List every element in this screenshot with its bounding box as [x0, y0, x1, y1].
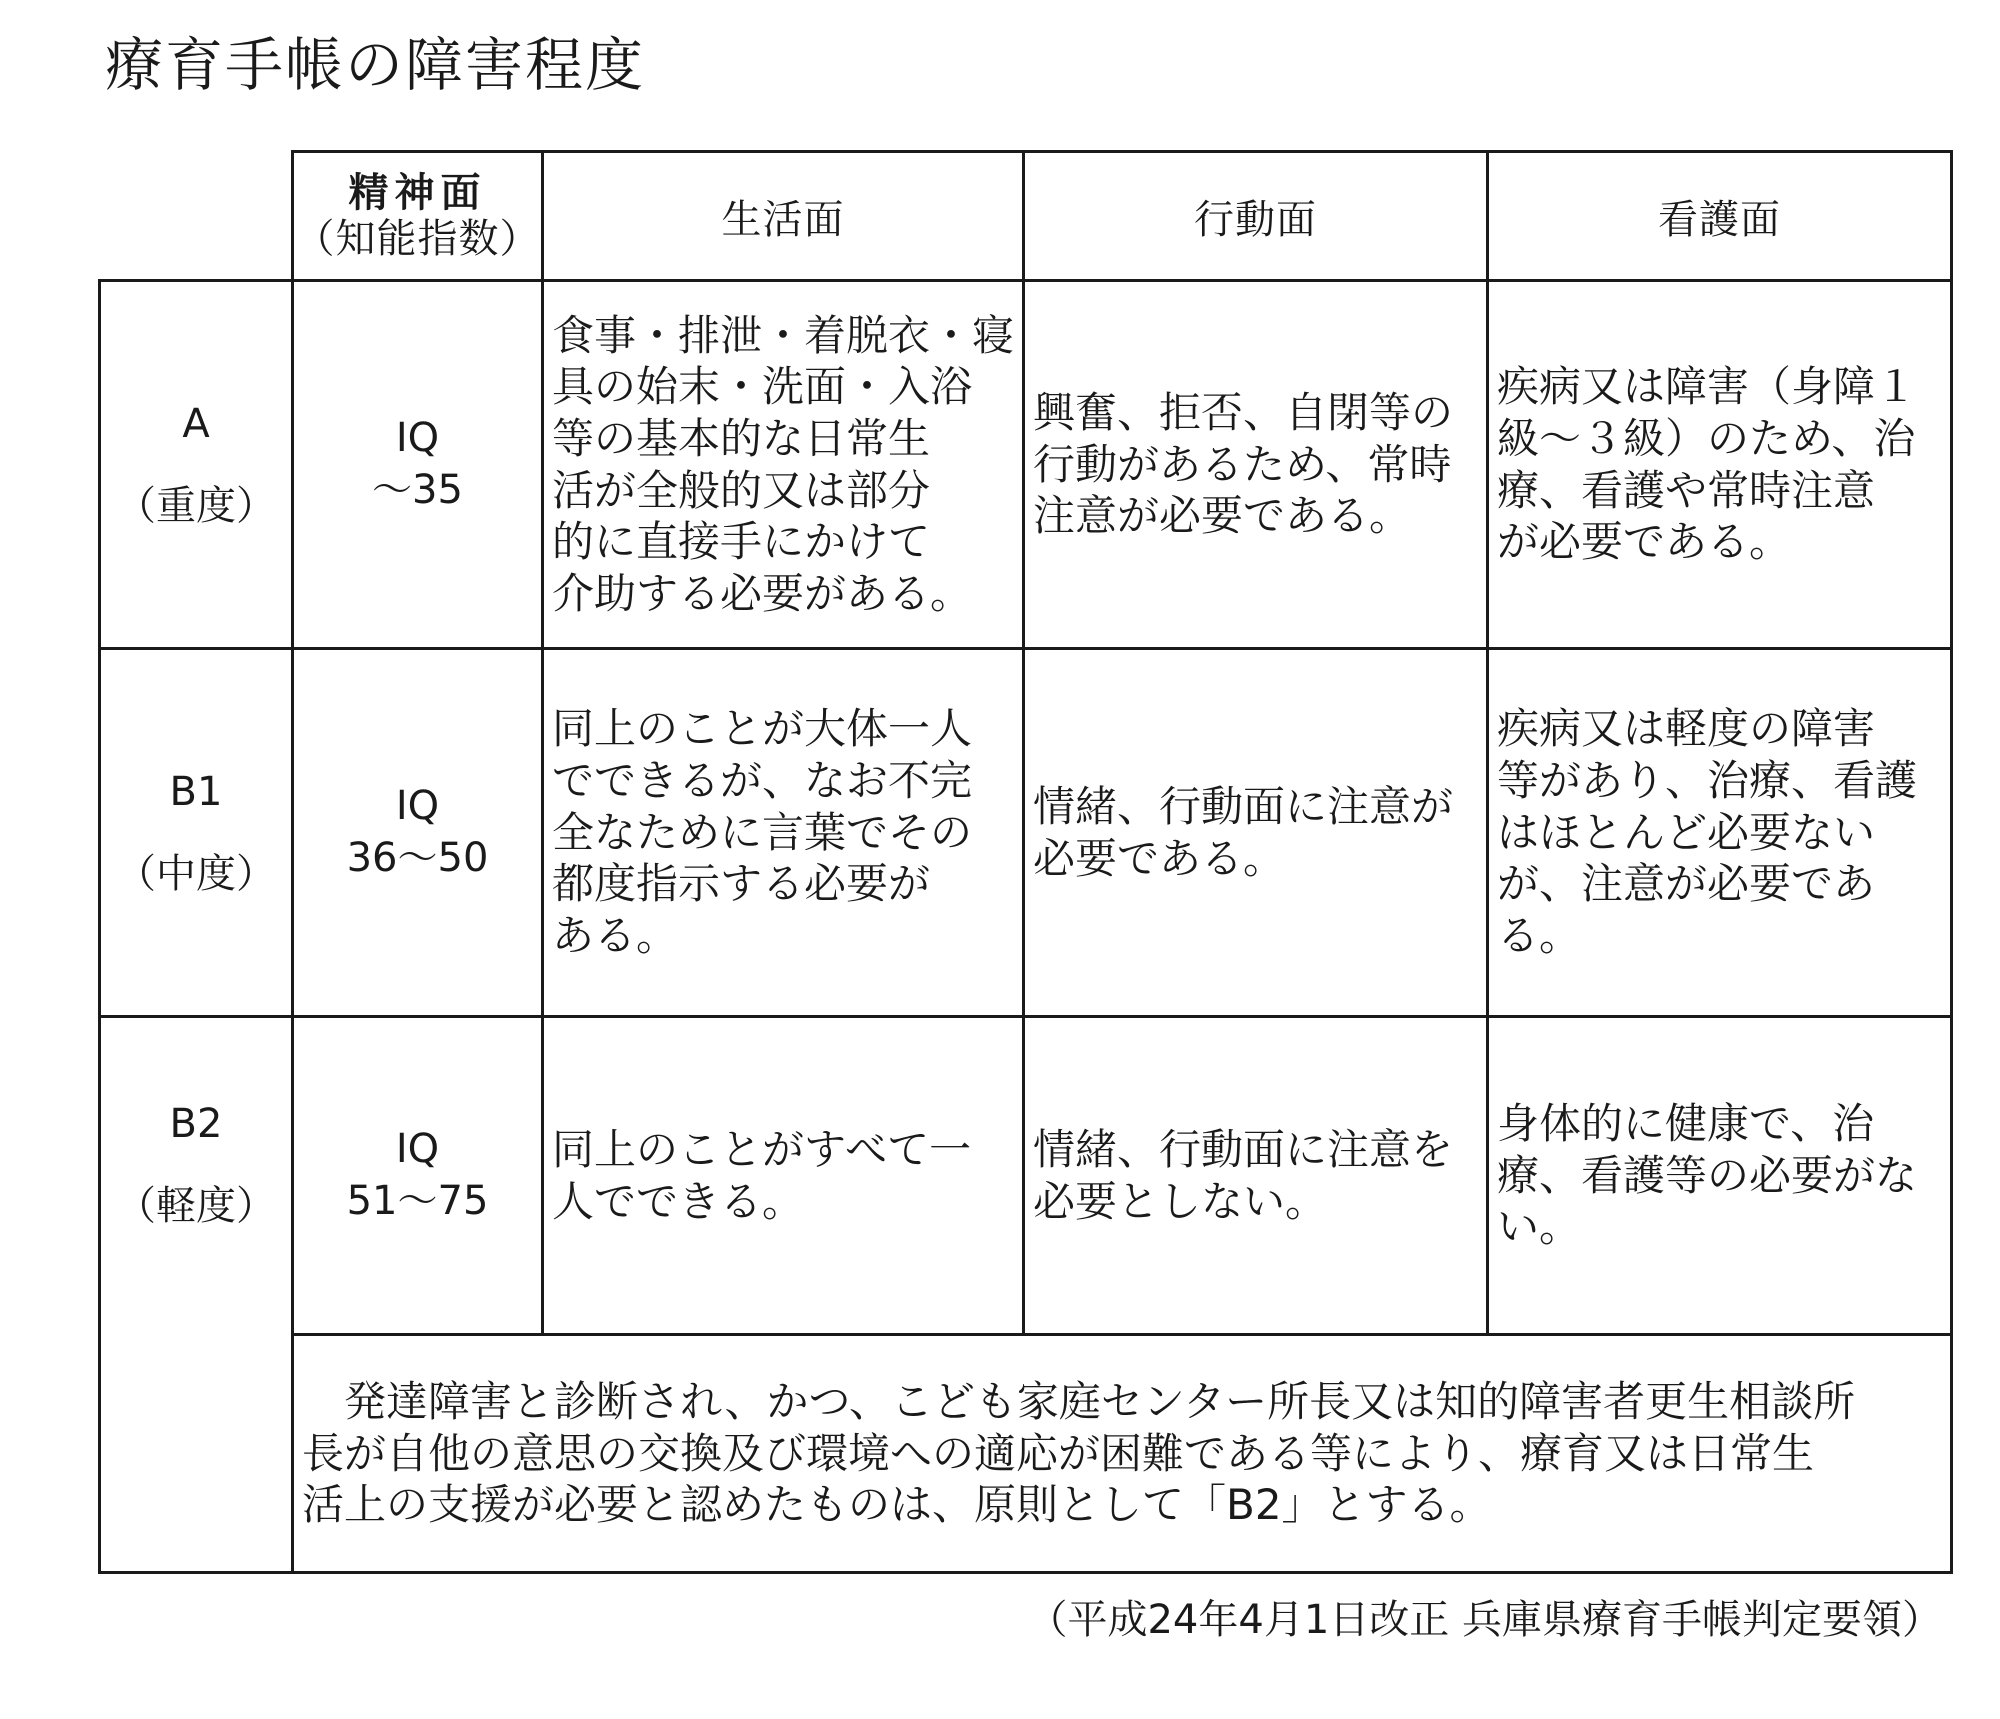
- grade-cell: [100, 281, 293, 649]
- text-line: 全なために言葉でその: [552, 807, 973, 857]
- table-row-b1: [100, 649, 1952, 1017]
- iq-label: IQ: [395, 783, 440, 830]
- table-row-note: [100, 1335, 1952, 1573]
- iq-range: 36～50: [346, 834, 489, 881]
- text-line: 具の始末・洗面・入浴: [552, 362, 973, 412]
- text-line: 介助する必要がある。: [552, 568, 973, 618]
- table-header-row: [100, 152, 1952, 281]
- text-line: 必要である。: [1033, 833, 1286, 883]
- grade-cell: [100, 1017, 293, 1573]
- text-line: 的に直接手にかけて: [552, 517, 931, 567]
- text-line: 疾病又は障害（身障１: [1497, 362, 1918, 412]
- behavior-desc: [1024, 281, 1488, 649]
- text-line: 同上のことがすべて一: [552, 1124, 972, 1174]
- severity-label: （中度）: [116, 850, 276, 897]
- life-desc: [543, 649, 1024, 1017]
- text-line: ある。: [552, 910, 679, 960]
- text-line: 療、看護や常時注意: [1497, 465, 1876, 515]
- text-line: 身体的に健康で、治: [1497, 1099, 1875, 1149]
- grade-label: B2: [169, 1101, 223, 1147]
- text-line: が必要である。: [1497, 517, 1792, 567]
- text-line: でできるが、なお不完: [552, 756, 973, 806]
- text-line: 都度指示する必要が: [552, 859, 931, 909]
- grade-cell: [100, 649, 293, 1017]
- note-line: 長が自他の意思の交換及び環境への適応が困難である等により、療育又は日常生: [302, 1428, 1815, 1478]
- grade-label: A: [182, 400, 210, 447]
- text-line: 等の基本的な日常生: [552, 413, 931, 463]
- disability-grade-table: [98, 150, 1953, 1574]
- text-line: 食事・排泄・着脱衣・寝: [552, 310, 1015, 360]
- text-line: 級～３級）のため、治: [1497, 413, 1916, 463]
- header-life: 生活面: [543, 152, 1024, 281]
- header-behavior: 行動面: [1024, 152, 1488, 281]
- corner-cell: [100, 152, 293, 281]
- header-mental-sublabel: （知能指数）: [294, 216, 541, 262]
- text-line: 必要としない。: [1033, 1176, 1328, 1226]
- iq-cell: [293, 281, 543, 649]
- iq-label: IQ: [395, 1126, 440, 1173]
- text-line: い。: [1497, 1202, 1582, 1252]
- header-mental-label: 精神面: [348, 170, 487, 216]
- severity-label: （軽度）: [116, 1183, 276, 1229]
- iq-cell: [293, 649, 543, 1017]
- behavior-desc: [1024, 649, 1488, 1017]
- text-line: 活が全般的又は部分: [552, 465, 931, 515]
- iq-range: 51～75: [346, 1177, 489, 1224]
- table-row-a: [100, 281, 1952, 649]
- life-desc: [543, 281, 1024, 649]
- text-line: 疾病又は軽度の障害: [1497, 704, 1876, 754]
- iq-range: ～35: [372, 466, 463, 513]
- text-line: 情緒、行動面に注意が: [1033, 781, 1454, 831]
- text-line: 療、看護等の必要がな: [1497, 1150, 1918, 1200]
- severity-label: （重度）: [116, 482, 276, 529]
- iq-label: IQ: [395, 415, 440, 462]
- text-line: 人でできる。: [552, 1176, 805, 1226]
- text-line: 等があり、治療、看護: [1497, 756, 1918, 806]
- note-line: 発達障害と診断され、かつ、こども家庭センター所長又は知的障害者更生相談所: [302, 1377, 1856, 1427]
- page-title: 療育手帳の障害程度: [105, 31, 646, 99]
- note-line: 活上の支援が必要と認めたものは、原則として「B2」とする。: [302, 1480, 1492, 1530]
- life-desc: [543, 1017, 1024, 1335]
- text-line: 情緒、行動面に注意を: [1033, 1124, 1454, 1174]
- source-citation: （平成24年4月1日改正 兵庫県療育手帳判定要領）: [1027, 1597, 1942, 1643]
- care-desc: [1488, 1017, 1952, 1335]
- header-care: 看護面: [1488, 152, 1952, 281]
- header-mental: [293, 152, 543, 281]
- text-line: 興奮、拒否、自閉等の: [1033, 388, 1454, 438]
- text-line: が、注意が必要であ: [1497, 859, 1876, 909]
- care-desc: [1488, 281, 1952, 649]
- text-line: 行動があるため、常時: [1033, 439, 1452, 489]
- text-line: 注意が必要である。: [1033, 491, 1412, 541]
- behavior-desc: [1024, 1017, 1488, 1335]
- iq-cell: [293, 1017, 543, 1335]
- table-row-b2: [100, 1017, 1952, 1335]
- grade-label: B1: [169, 768, 223, 815]
- care-desc: [1488, 649, 1952, 1017]
- text-line: る。: [1497, 910, 1582, 960]
- text-line: はほとんど必要ない: [1497, 807, 1876, 857]
- text-line: 同上のことが大体一人: [552, 704, 973, 754]
- note-cell: [293, 1335, 1952, 1573]
